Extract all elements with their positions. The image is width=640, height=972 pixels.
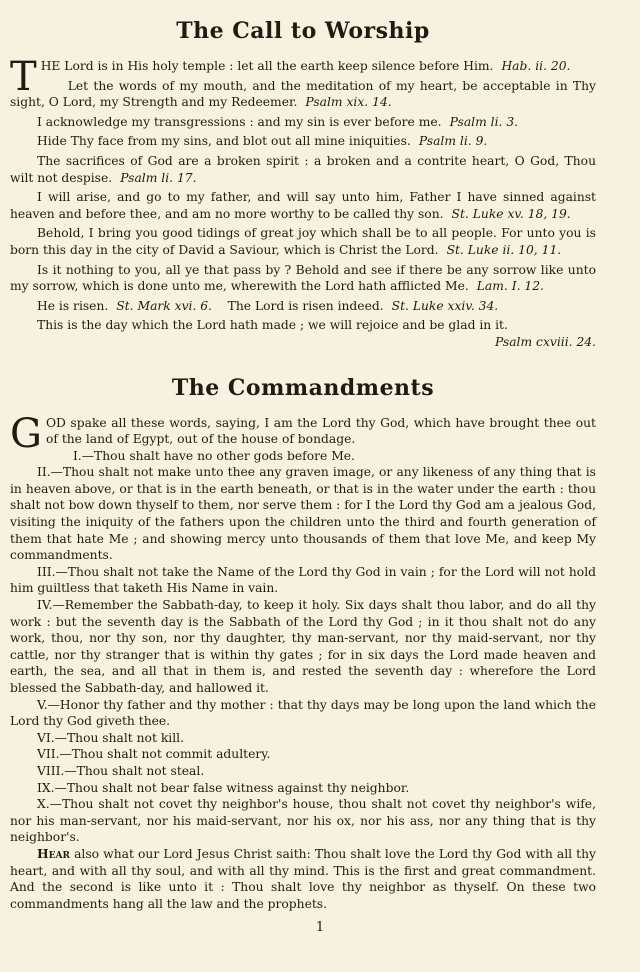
- worship-verse-8: Is it nothing to you, all ye that pass by ? Behold and see if there be any sorrow like unto my sorrow, which is done unto me, wherewith the Lord hath afflicted Me. Lam. I. 12.: [10, 262, 596, 294]
- commandment-1: I.—Thou shalt have no other gods before Me.: [72, 448, 355, 463]
- commandment-3: III.—Thou shalt not take the Name of the Lord thy God in vain ; for the Lord will not hold him guiltless that taketh His Name in vain.: [10, 564, 596, 596]
- commandment-7: VII.—Thou shalt not commit adultery.: [37, 747, 271, 762]
- commandment-2: II.—Thou shalt not make unto thee any graven image, or any likeness of any thing that is in heaven above, or that is in the earth beneath, or that is in the water under the earth : thou shalt not bow down thyself to them, nor serve them : for I the Lord thy God am a jealous God, visiting the iniquity of the fathers upon the children unto the third and fourth generation of them that hate Me ; and showing mercy unto thousands of them that love Me, and keep My commandments.: [10, 465, 596, 563]
- drop-cap-g: G: [10, 410, 42, 457]
- worship-verse-9: He is risen. St. Mark xvi. 6. The Lord is risen indeed. St. Luke xxiv. 34.: [37, 298, 499, 313]
- worship-verse-2: Let the words of my mouth, and the meditation of my heart, be acceptable in Thy sight, O Lord, my Strength and my Redeemer. Psalm xix. 14.: [10, 78, 596, 110]
- drop-cap-t: T: [10, 54, 37, 100]
- commandment-6: VI.—Thou shalt not kill.: [37, 730, 184, 745]
- commandments-intro: GOD spake all these words, saying, I am the Lord thy God, which have brought thee out of the land of Egypt, out of the house of bondage.: [10, 410, 596, 457]
- commandment-10: X.—Thou shalt not covet thy neighbor's house, thou shalt not covet thy neighbor's wife, nor his man-servant, nor his maid-servant, nor his ox, nor his ass, nor any thing that is thy neighbor's.: [10, 797, 596, 845]
- worship-verse-5: The sacrifices of God are a broken spirit : a broken and a contrite heart, O God, Thou wilt not despise. Psalm li. 17.: [10, 153, 596, 185]
- page-number: 1: [315, 920, 325, 935]
- worship-verse-1: THE Lord is in His holy temple : let all the earth keep silence before Him. Hab. ii. 20.: [10, 54, 571, 100]
- worship-verse-6: I will arise, and go to my father, and will say unto him, Father I have sinned against heaven and before thee, and am no more worthy to be called thy son. St. Luke xv. 18, 19.: [10, 190, 596, 221]
- commandment-4: IV.—Remember the Sabbath-day, to keep it holy. Six days shalt thou labor, and do all thy work : but the seventh day is the Sabbath of the Lord thy God ; in it thou shalt not do any work, thou, nor thy son, nor thy daughter, thy man-servant, nor thy maid-servant, nor thy cattle, nor thy stranger that is within thy gates ; for in six days the Lord made heaven and earth, the sea, and all that in them is, and rested the seventh day : wherefore the Lord blessed the Sabbath-day, and hallowed it.: [10, 598, 596, 695]
- commandment-8: VIII.—Thou shalt not steal.: [37, 763, 205, 778]
- worship-verse-10: This is the day which the Lord hath made ; we will rejoice and be glad in it. Psalm cxviii. 24.: [37, 318, 596, 349]
- worship-verse-7: Behold, I bring you good tidings of great joy which shall be to all people. For unto you is born this day in the city of David a Saviour, which is Christ the Lord. St. Luke ii. 10, 11.: [10, 226, 596, 257]
- commandment-9: IX.—Thou shalt not bear false witness against thy neighbor.: [37, 780, 410, 795]
- commandments-heading: The Commandments: [171, 374, 435, 401]
- call-to-worship-heading: The Call to Worship: [176, 18, 430, 44]
- worship-verse-3: I acknowledge my transgressions : and my sin is ever before me. Psalm li. 3.: [37, 114, 519, 129]
- summary-of-law: Hear also what our Lord Jesus Christ saith: Thou shalt love the Lord thy God with all thy heart, and with all thy soul, and with all thy mind. This is the first and great commandment. And the second is like unto it : Thou shalt love thy neighbor as thyself. On these two commandments hang all the law and the prophets.: [10, 845, 596, 911]
- commandment-5: V.—Honor thy father and thy mother : that thy days may be long upon the land which the Lord thy God giveth thee.: [10, 697, 596, 729]
- worship-verse-4: Hide Thy face from my sins, and blot out all mine iniquities. Psalm li. 9.: [37, 134, 488, 149]
